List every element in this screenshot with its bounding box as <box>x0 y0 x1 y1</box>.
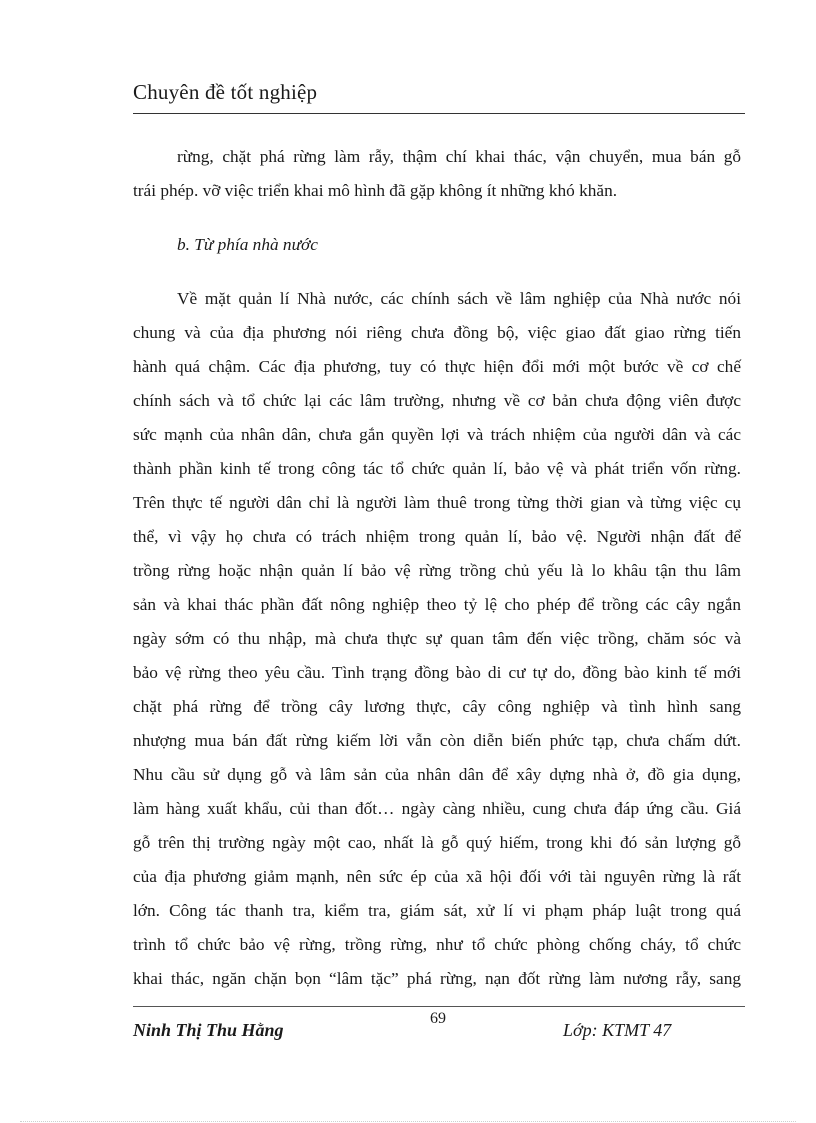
page-number: 69 <box>430 1010 446 1027</box>
paragraph-2-line-11: ngày sớm có thu nhập, mà chưa thực sự quan tâm đến việc trồng, chăm sóc và <box>133 629 741 648</box>
footer-class-label: Lớp: KTMT 47 <box>563 1020 672 1040</box>
paragraph-2-line-1: Về mặt quản lí Nhà nước, các chính sách về lâm nghiệp của Nhà nước nói <box>177 289 741 308</box>
paragraph-2-line-8: thể, vì vậy họ chưa có trách nhiệm trong quản lí, bảo vệ. Người nhận đất để <box>133 527 741 546</box>
paragraph-2-line-13: chặt phá rừng để trồng cây lương thực, cây công nghiệp và tình hình sang <box>133 697 741 716</box>
paragraph-2-line-20: trình tổ chức bảo vệ rừng, trồng rừng, như tổ chức phòng chống cháy, tổ chức <box>133 935 741 954</box>
paragraph-2-line-18: của địa phương giảm mạnh, nên sức ép của xã hội đối với tài nguyên rừng là rất <box>133 867 741 886</box>
paragraph-2-line-21: khai thác, ngăn chặn bọn “lâm tặc” phá rừng, nạn đốt rừng làm nương rẫy, sang <box>133 969 741 988</box>
paragraph-2-line-6: thành phần kinh tế trong công tác tổ chức quản lí, bảo vệ và phát triển vốn rừng. <box>133 459 741 478</box>
paragraph-2-line-3: hành quá chậm. Các địa phương, tuy có thực hiện đổi mới một bước về cơ chế <box>133 357 741 376</box>
paragraph-2-line-7: Trên thực tế người dân chỉ là người làm thuê trong từng thời gian và từng việc cụ <box>133 493 741 512</box>
paragraph-2-line-10: sản và khai thác phần đất nông nghiệp theo tỷ lệ cho phép để trồng các cây ngắn <box>133 595 741 614</box>
header-divider <box>133 113 745 114</box>
paragraph-2-line-9: trồng rừng hoặc nhận quản lí bảo vệ rừng trồng chủ yếu là lo khâu tận thu lâm <box>133 561 741 580</box>
page-bottom-edge <box>20 1121 796 1122</box>
paragraph-1-line-2: trái phép. vỡ việc triển khai mô hình đã gặp không ít những khó khăn. <box>133 181 618 200</box>
paragraph-2-line-2: chung và của địa phương nói riêng chưa đồng bộ, việc giao đất giao rừng tiến <box>133 323 741 342</box>
paragraph-2-line-16: làm hàng xuất khẩu, củi than đốt… ngày càng nhiều, cung chưa đáp ứng cầu. Giá <box>133 799 741 818</box>
paragraph-2-line-12: bảo vệ rừng theo yêu cầu. Tình trạng đồng bào di cư tự do, đồng bào kinh tế mới <box>133 663 741 682</box>
paragraph-2-line-5: sức mạnh của nhân dân, chưa gắn quyền lợi và trách nhiệm của người dân và các <box>133 425 741 444</box>
paragraph-2-line-19: lớn. Công tác thanh tra, kiểm tra, giám sát, xử lí vi phạm pháp luật trong quá <box>133 901 741 920</box>
section-subheading: b. Từ phía nhà nước <box>177 235 318 254</box>
footer-divider <box>133 1006 745 1007</box>
paragraph-2-line-15: Nhu cầu sử dụng gỗ và lâm sản của nhân dân để xây dựng nhà ở, đồ gia dụng, <box>133 765 741 784</box>
footer-author: Ninh Thị Thu Hằng <box>133 1020 284 1040</box>
paragraph-2-line-14: nhượng mua bán đất rừng kiếm lời vẫn còn diễn biến phức tạp, chưa chấm dứt. <box>133 731 741 750</box>
paragraph-2-line-4: chính sách và tổ chức lại các lâm trường, nhưng về cơ bản chưa động viên được <box>133 391 741 410</box>
paragraph-1-line-1: rừng, chặt phá rừng làm rẫy, thậm chí khai thác, vận chuyển, mua bán gỗ <box>177 147 741 166</box>
paragraph-2-line-17: gỗ trên thị trường ngày một cao, nhất là gỗ quý hiếm, trong khi đó sản lượng gỗ <box>133 833 741 852</box>
page-header-title: Chuyên đề tốt nghiệp <box>133 80 318 104</box>
